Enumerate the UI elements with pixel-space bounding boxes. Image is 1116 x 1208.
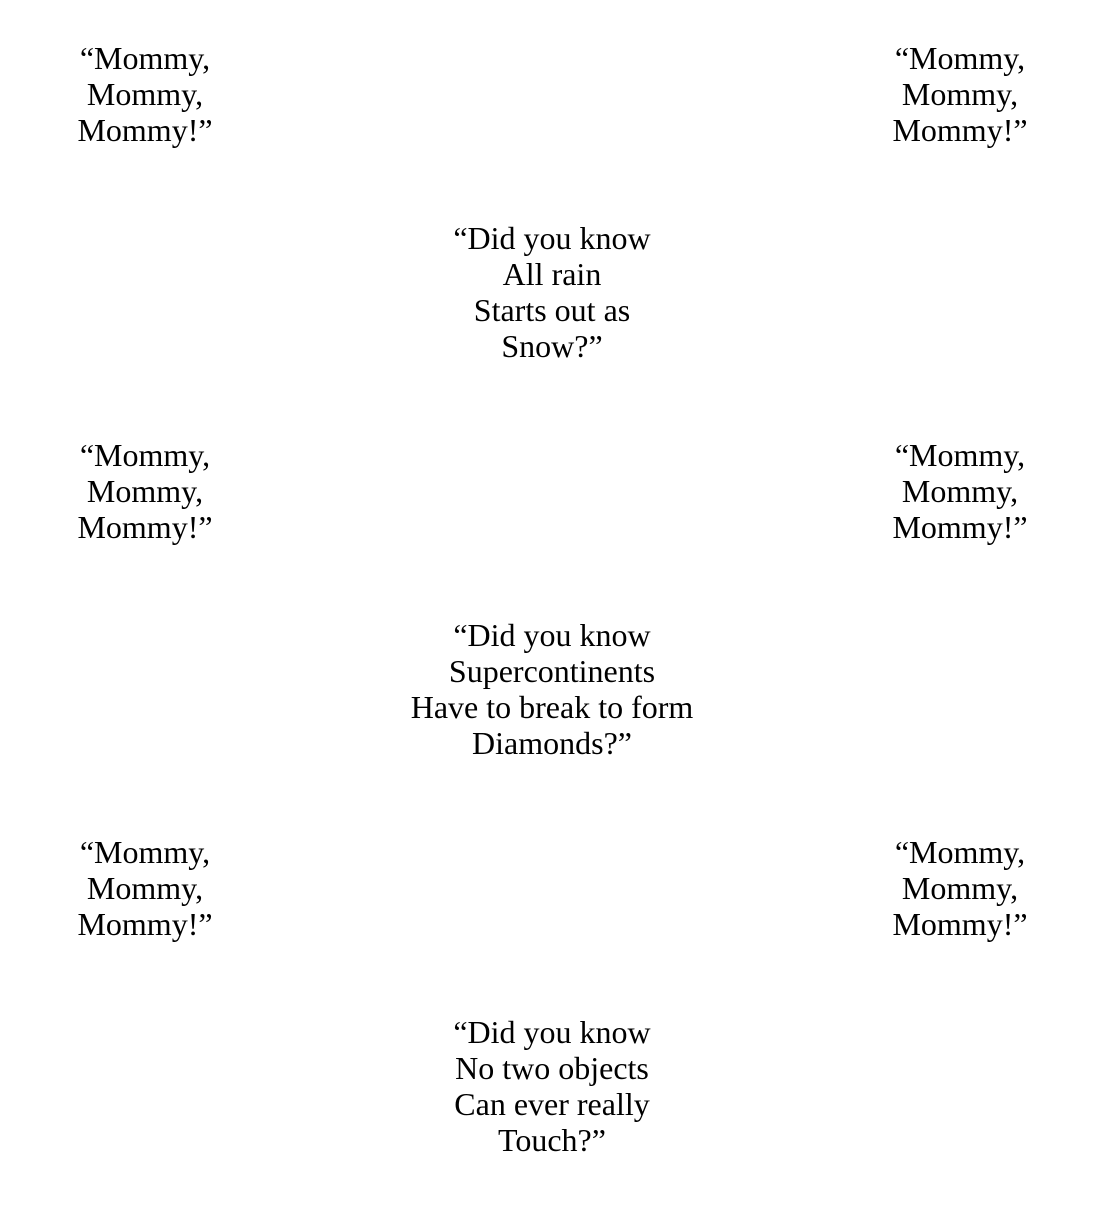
mommy-call-right bbox=[815, 834, 1105, 942]
mommy-call-right bbox=[815, 437, 1105, 545]
fact-line: “Did you know bbox=[453, 220, 651, 256]
mommy-call-left bbox=[0, 834, 290, 942]
call-line: “Mommy, bbox=[894, 437, 1026, 473]
call-line: Mommy!” bbox=[892, 509, 1028, 545]
did-you-know-fact bbox=[352, 1014, 752, 1158]
fact-line: Diamonds?” bbox=[472, 725, 632, 761]
call-line: “Mommy, bbox=[79, 40, 211, 76]
fact-line: Starts out as bbox=[473, 292, 631, 328]
call-line: Mommy!” bbox=[892, 112, 1028, 148]
call-line: “Mommy, bbox=[79, 437, 211, 473]
fact-line: “Did you know bbox=[453, 617, 651, 653]
fact-line: No two objects bbox=[455, 1050, 649, 1086]
call-line: Mommy, bbox=[86, 870, 204, 906]
fact-line: “Did you know bbox=[453, 1014, 651, 1050]
call-line: Mommy!” bbox=[77, 906, 213, 942]
mommy-call-left bbox=[0, 40, 290, 148]
call-line: Mommy, bbox=[901, 473, 1019, 509]
fact-line: Supercontinents bbox=[448, 653, 656, 689]
call-line: Mommy!” bbox=[892, 906, 1028, 942]
mommy-call-right bbox=[815, 40, 1105, 148]
did-you-know-fact bbox=[352, 617, 752, 761]
call-line: “Mommy, bbox=[894, 40, 1026, 76]
call-line: “Mommy, bbox=[894, 834, 1026, 870]
call-line: Mommy, bbox=[901, 76, 1019, 112]
mommy-call-left bbox=[0, 437, 290, 545]
did-you-know-fact bbox=[352, 220, 752, 364]
fact-line: Snow?” bbox=[501, 328, 603, 364]
call-line: Mommy!” bbox=[77, 112, 213, 148]
call-line: Mommy, bbox=[86, 76, 204, 112]
fact-line: Touch?” bbox=[498, 1122, 606, 1158]
call-line: “Mommy, bbox=[79, 834, 211, 870]
fact-line: Can ever really bbox=[454, 1086, 650, 1122]
call-line: Mommy!” bbox=[77, 509, 213, 545]
fact-line: Have to break to form bbox=[410, 689, 694, 725]
fact-line: All rain bbox=[502, 256, 602, 292]
call-line: Mommy, bbox=[901, 870, 1019, 906]
call-line: Mommy, bbox=[86, 473, 204, 509]
